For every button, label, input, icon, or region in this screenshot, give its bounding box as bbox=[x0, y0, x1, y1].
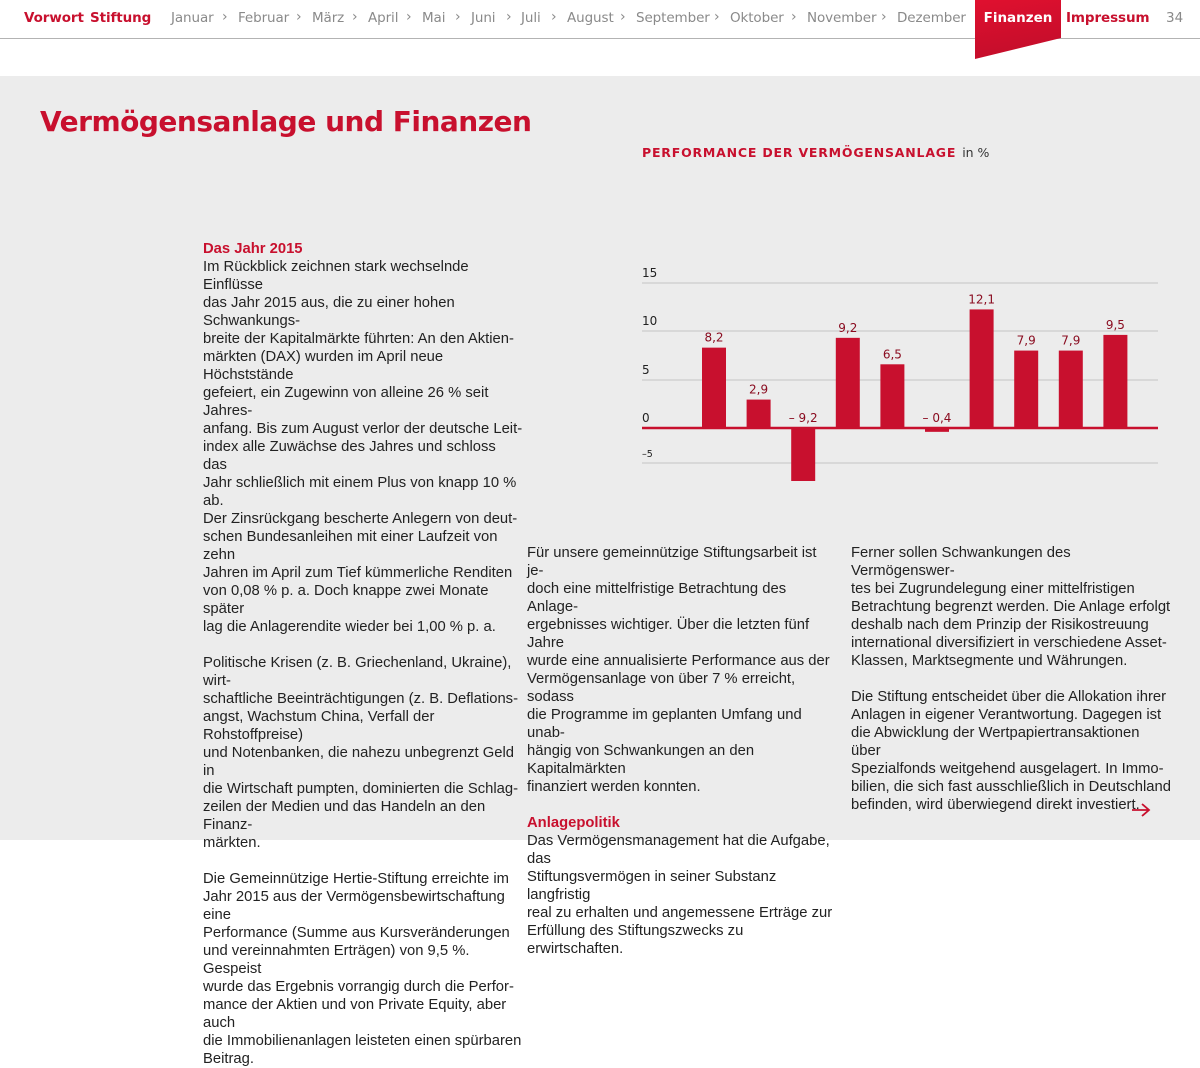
nav-item-november[interactable]: November bbox=[807, 10, 877, 26]
text-line: Spezialfonds weitgehend ausgelagert. In Immo- bbox=[851, 761, 1164, 777]
text-line: Die Stiftung entscheidet über die Allokation ihrer bbox=[851, 689, 1167, 705]
bar bbox=[1103, 335, 1127, 428]
text-line: doch eine mittelfristige Betrachtung des Anlage- bbox=[527, 581, 787, 615]
section-heading-anlagepolitik: Anlagepolitik bbox=[527, 815, 620, 831]
nav-item-april[interactable]: April bbox=[368, 10, 399, 26]
text-line: Im Rückblick zeichnen stark wechselnde Einflüsse bbox=[203, 259, 469, 293]
text-line: Der Zinsrückgang bescherte Anlegern von deut- bbox=[203, 511, 518, 527]
chevron-right-icon: › bbox=[506, 9, 512, 25]
y-tick-label: 15 bbox=[642, 266, 658, 280]
text-line: lag die Anlagerendite wieder bei 1,00 % p. a. bbox=[203, 619, 496, 635]
text-line: die Abwicklung der Wertpapiertransaktionen über bbox=[851, 725, 1140, 759]
text-line: und Notenbanken, die nahezu unbegrenzt Geld in bbox=[203, 745, 514, 779]
paragraph bbox=[851, 544, 1171, 670]
text-line: Jahren im April zum Tief kümmerliche Renditen bbox=[203, 565, 513, 581]
chevron-right-icon: › bbox=[352, 9, 358, 25]
text-line: Vermögensanlage von über 7 % erreicht, sodass bbox=[527, 671, 796, 705]
chevron-right-icon: › bbox=[455, 9, 461, 25]
bar bbox=[1059, 351, 1083, 428]
text-line: schaftliche Beeinträchtigungen (z. B. Deflations- bbox=[203, 691, 519, 707]
text-line: Jahr 2015 aus der Vermögensbewirtschaftung eine bbox=[203, 889, 505, 923]
chevron-right-icon: › bbox=[222, 9, 228, 25]
page-title: Vermögensanlage und Finanzen bbox=[40, 105, 532, 138]
text-line: ergebnisses wichtiger. Über die letzten fünf Jahre bbox=[527, 617, 810, 651]
nav-item-mai[interactable]: Mai bbox=[422, 10, 446, 26]
nav-item-finanzen[interactable]: Finanzen bbox=[983, 10, 1053, 26]
text-line: wurde das Ergebnis vorrangig durch die Perfor- bbox=[203, 979, 514, 995]
data-label: 12,1 bbox=[968, 292, 995, 307]
chart-title-text: PERFORMANCE DER VERMÖGENSANLAGE bbox=[642, 145, 957, 160]
text-line: die Programme im geplanten Umfang und unab- bbox=[527, 707, 802, 741]
nav-item-maerz[interactable]: März bbox=[312, 10, 345, 26]
data-label: 2,9 bbox=[749, 382, 769, 397]
text-line: zeilen der Medien und das Handeln an den Finanz- bbox=[203, 799, 486, 833]
data-label: 9,2 bbox=[838, 320, 858, 335]
text-line: Die Gemeinnützige Hertie-Stiftung erreichte im bbox=[203, 871, 509, 887]
paragraph bbox=[527, 832, 837, 958]
text-column-3 bbox=[851, 544, 1171, 814]
nav-item-oktober[interactable]: Oktober bbox=[730, 10, 784, 26]
nav-item-februar[interactable]: Februar bbox=[238, 10, 290, 26]
text-column-1 bbox=[203, 240, 523, 1068]
nav-item-juni[interactable]: Juni bbox=[471, 10, 496, 26]
nav-item-finanzen-tab[interactable] bbox=[975, 0, 1061, 59]
text-line: Ferner sollen Schwankungen des Vermögenswer- bbox=[851, 545, 1071, 579]
section-heading-jahr-2015: Das Jahr 2015 bbox=[203, 241, 303, 257]
bar bbox=[791, 428, 815, 481]
arrow-right-icon[interactable] bbox=[1130, 802, 1152, 818]
text-line: Anlagen in eigener Verantwortung. Dagegen ist bbox=[851, 707, 1162, 723]
text-line: von 0,08 % p. a. Doch knappe zwei Monate später bbox=[203, 583, 489, 617]
text-line: index alle Zuwächse des Jahres und schloss das bbox=[203, 439, 496, 473]
chart-title bbox=[642, 145, 989, 160]
text-line: Jahr schließlich mit einem Plus von knapp 10 % ab. bbox=[203, 475, 517, 509]
text-line: international diversifiziert in verschiedene Asset- bbox=[851, 635, 1167, 651]
paragraph bbox=[203, 654, 523, 852]
data-label: 8,2 bbox=[704, 330, 724, 345]
text-line: anfang. Bis zum August verlor der deutsche Leit- bbox=[203, 421, 523, 437]
text-line: und vereinnahmten Erträgen) von 9,5 %. Gespeist bbox=[203, 943, 470, 977]
performance-bar-chart bbox=[630, 181, 1170, 481]
text-line: Das Vermögensmanagement hat die Aufgabe, das bbox=[527, 833, 830, 867]
text-line: Beitrag. bbox=[203, 1051, 254, 1067]
bar bbox=[836, 338, 860, 428]
data-label: – 0,4 bbox=[922, 411, 952, 425]
text-line: angst, Wachstum China, Verfall der Rohstoffpreise) bbox=[203, 709, 435, 743]
bar bbox=[747, 400, 771, 428]
nav-item-impressum[interactable]: Impressum bbox=[1066, 10, 1150, 26]
text-line: märkten. bbox=[203, 835, 261, 851]
text-line: befinden, wird überwiegend direkt investiert. bbox=[851, 797, 1140, 813]
data-label: 6,5 bbox=[882, 347, 902, 362]
y-tick-label: 5 bbox=[642, 363, 650, 377]
text-line: gefeiert, ein Zugewinn von alleine 26 % seit Jahres- bbox=[203, 385, 489, 419]
chevron-right-icon: › bbox=[881, 9, 887, 25]
text-line: Politische Krisen (z. B. Griechenland, Ukraine), wirt- bbox=[203, 655, 512, 689]
text-line: Stiftungsvermögen in seiner Substanz langfristig bbox=[527, 869, 777, 903]
bar bbox=[970, 309, 994, 428]
y-tick-label: –5 bbox=[642, 449, 653, 460]
nav-item-stiftung[interactable]: Stiftung bbox=[90, 10, 152, 26]
data-label: 7,9 bbox=[1016, 333, 1036, 348]
paragraph bbox=[851, 688, 1171, 814]
nav-item-august[interactable]: August bbox=[567, 10, 614, 26]
text-line: Für unsere gemeinnützige Stiftungsarbeit ist je- bbox=[527, 545, 817, 579]
data-label: 9,5 bbox=[1105, 317, 1125, 332]
nav-item-januar[interactable]: Januar bbox=[171, 10, 214, 26]
y-tick-label: 0 bbox=[642, 411, 650, 425]
text-line: Betrachtung begrenzt werden. Die Anlage erfolgt bbox=[851, 599, 1171, 615]
text-line: hängig von Schwankungen an den Kapitalmärkten bbox=[527, 743, 755, 777]
page-number: 34 bbox=[1166, 10, 1184, 26]
chevron-right-icon: › bbox=[620, 9, 626, 25]
text-line: deshalb nach dem Prinzip der Risikostreuung bbox=[851, 617, 1149, 633]
nav-item-september[interactable]: September bbox=[636, 10, 710, 26]
paragraph bbox=[203, 870, 523, 1068]
text-line: bilien, die sich fast ausschließlich in Deutschland bbox=[851, 779, 1171, 795]
chart-unit: in % bbox=[962, 145, 990, 160]
y-tick-label: 10 bbox=[642, 314, 658, 328]
nav-item-juli[interactable]: Juli bbox=[521, 10, 541, 26]
text-line: die Immobilienanlagen leisteten einen spürbaren bbox=[203, 1033, 522, 1049]
text-line: tes bei Zugrundelegung einer mittelfristigen bbox=[851, 581, 1135, 597]
chevron-right-icon: › bbox=[791, 9, 797, 25]
bar bbox=[702, 348, 726, 428]
text-column-2 bbox=[527, 544, 837, 958]
text-line: Erfüllung des Stiftungszwecks zu erwirtschaften. bbox=[527, 923, 744, 957]
nav-item-dezember[interactable]: Dezember bbox=[897, 10, 966, 26]
text-line: märkten (DAX) wurden im April neue Höchststände bbox=[203, 349, 444, 383]
paragraph bbox=[203, 258, 523, 636]
page-content bbox=[0, 76, 1200, 1067]
bar bbox=[1014, 351, 1038, 428]
chevron-right-icon: › bbox=[551, 9, 557, 25]
text-line: real zu erhalten und angemessene Erträge zur bbox=[527, 905, 833, 921]
text-line: wurde eine annualisierte Performance aus der bbox=[527, 653, 830, 669]
chevron-right-icon: › bbox=[714, 9, 720, 25]
chevron-right-icon: › bbox=[406, 9, 412, 25]
nav-item-vorwort[interactable]: Vorwort bbox=[24, 10, 84, 26]
text-line: schen Bundesanleihen mit einer Laufzeit von zehn bbox=[203, 529, 498, 563]
text-line: finanziert werden konnten. bbox=[527, 779, 701, 795]
text-line: breite der Kapitalmärkte führten: An den Aktien- bbox=[203, 331, 514, 347]
text-line: die Wirtschaft pumpten, dominierten die Schlag- bbox=[203, 781, 518, 797]
data-label: 7,9 bbox=[1061, 333, 1081, 348]
bar bbox=[880, 364, 904, 428]
paragraph bbox=[527, 544, 837, 796]
text-line: Performance (Summe aus Kursveränderungen bbox=[203, 925, 510, 941]
data-label: – 9,2 bbox=[788, 411, 818, 425]
text-line: das Jahr 2015 aus, die zu einer hohen Schwankungs- bbox=[203, 295, 455, 329]
text-line: Klassen, Marktsegmente und Währungen. bbox=[851, 653, 1128, 669]
text-line: mance der Aktien und von Private Equity, aber auch bbox=[203, 997, 507, 1031]
chevron-right-icon: › bbox=[296, 9, 302, 25]
